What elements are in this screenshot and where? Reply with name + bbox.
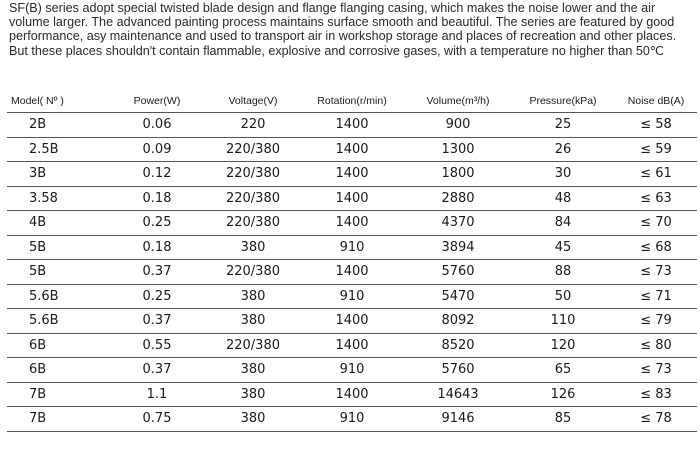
noise-cell: ≤ 70 (615, 211, 697, 236)
table-row (7, 333, 697, 358)
power-cell: 0.09 (107, 137, 207, 162)
voltage-cell: 380 (207, 382, 299, 407)
header-power: Power(W) (107, 90, 207, 113)
noise-cell: ≤ 80 (615, 333, 697, 358)
model-cell: 5.6B (7, 309, 107, 334)
pressure-cell: 25 (511, 113, 615, 138)
header-voltage: Voltage(V) (207, 90, 299, 113)
table-row (7, 186, 697, 211)
voltage-cell: 220/380 (207, 333, 299, 358)
rotation-cell: 1400 (299, 162, 405, 187)
power-cell: 0.37 (107, 358, 207, 383)
power-cell: 0.06 (107, 113, 207, 138)
rotation-cell: 910 (299, 407, 405, 432)
model-cell: 3B (7, 162, 107, 187)
voltage-cell: 380 (207, 284, 299, 309)
noise-cell: ≤ 78 (615, 407, 697, 432)
voltage-cell: 220/380 (207, 211, 299, 236)
pressure-cell: 48 (511, 186, 615, 211)
volume-cell: 14643 (405, 382, 511, 407)
power-cell: 0.12 (107, 162, 207, 187)
noise-cell: ≤ 83 (615, 382, 697, 407)
table-row (7, 309, 697, 334)
noise-cell: ≤ 73 (615, 260, 697, 285)
power-cell: 0.37 (107, 260, 207, 285)
noise-cell: ≤ 68 (615, 235, 697, 260)
voltage-cell: 220/380 (207, 162, 299, 187)
volume-cell: 8520 (405, 333, 511, 358)
voltage-cell: 380 (207, 235, 299, 260)
pressure-cell: 50 (511, 284, 615, 309)
rotation-cell: 1400 (299, 260, 405, 285)
pressure-cell: 126 (511, 382, 615, 407)
pressure-cell: 110 (511, 309, 615, 334)
model-cell: 2B (7, 113, 107, 138)
product-description: SF(B) series adopt special twisted blade design and flange flanging casing, which makes the noise lower and the air volume larger. The advanced painting process maintains surface smooth and beautiful. The series are featured by good performance, asy maintenance and used to transport air in workshop storage and places of recreation and other places. But these places shouldn't contain flammable, explosive and corrosive gases, with a temperature no higher than 50℃ (9, 1, 677, 58)
table-row (7, 211, 697, 236)
model-cell: 6B (7, 358, 107, 383)
noise-cell: ≤ 59 (615, 137, 697, 162)
rotation-cell: 1400 (299, 113, 405, 138)
table-row (7, 358, 697, 383)
table-row (7, 162, 697, 187)
table-row (7, 137, 697, 162)
table-row (7, 407, 697, 432)
voltage-cell: 220/380 (207, 137, 299, 162)
model-cell: 5.6B (7, 284, 107, 309)
power-cell: 0.18 (107, 186, 207, 211)
header-volume: Volume(m³/h) (405, 90, 511, 113)
noise-cell: ≤ 58 (615, 113, 697, 138)
voltage-cell: 380 (207, 309, 299, 334)
noise-cell: ≤ 79 (615, 309, 697, 334)
pressure-cell: 85 (511, 407, 615, 432)
rotation-cell: 910 (299, 284, 405, 309)
voltage-cell: 220/380 (207, 260, 299, 285)
volume-cell: 1300 (405, 137, 511, 162)
model-cell: 7B (7, 382, 107, 407)
pressure-cell: 120 (511, 333, 615, 358)
model-cell: 5B (7, 235, 107, 260)
voltage-cell: 380 (207, 358, 299, 383)
voltage-cell: 220/380 (207, 186, 299, 211)
model-cell: 2.5B (7, 137, 107, 162)
noise-cell: ≤ 63 (615, 186, 697, 211)
noise-cell: ≤ 71 (615, 284, 697, 309)
volume-cell: 5470 (405, 284, 511, 309)
rotation-cell: 1400 (299, 137, 405, 162)
volume-cell: 5760 (405, 260, 511, 285)
power-cell: 0.25 (107, 284, 207, 309)
table-row (7, 260, 697, 285)
volume-cell: 900 (405, 113, 511, 138)
header-noise: Noise dB(A) (615, 90, 697, 113)
header-model: Model( Nº ) (7, 90, 107, 113)
table-row (7, 113, 697, 138)
spec-table-body (7, 113, 697, 432)
power-cell: 0.55 (107, 333, 207, 358)
voltage-cell: 220 (207, 113, 299, 138)
volume-cell: 5760 (405, 358, 511, 383)
model-cell: 6B (7, 333, 107, 358)
volume-cell: 1800 (405, 162, 511, 187)
pressure-cell: 84 (511, 211, 615, 236)
table-row (7, 284, 697, 309)
table-header-row (7, 90, 697, 113)
voltage-cell: 380 (207, 407, 299, 432)
pressure-cell: 65 (511, 358, 615, 383)
rotation-cell: 1400 (299, 186, 405, 211)
header-pressure: Pressure(kPa) (511, 90, 615, 113)
rotation-cell: 910 (299, 235, 405, 260)
power-cell: 0.25 (107, 211, 207, 236)
power-cell: 0.18 (107, 235, 207, 260)
model-cell: 4B (7, 211, 107, 236)
model-cell: 3.58 (7, 186, 107, 211)
rotation-cell: 1400 (299, 309, 405, 334)
pressure-cell: 45 (511, 235, 615, 260)
volume-cell: 9146 (405, 407, 511, 432)
table-row (7, 382, 697, 407)
power-cell: 0.37 (107, 309, 207, 334)
model-cell: 7B (7, 407, 107, 432)
rotation-cell: 910 (299, 358, 405, 383)
volume-cell: 4370 (405, 211, 511, 236)
noise-cell: ≤ 73 (615, 358, 697, 383)
volume-cell: 3894 (405, 235, 511, 260)
table-row (7, 235, 697, 260)
pressure-cell: 88 (511, 260, 615, 285)
noise-cell: ≤ 61 (615, 162, 697, 187)
header-rotation: Rotation(r/min) (299, 90, 405, 113)
pressure-cell: 30 (511, 162, 615, 187)
volume-cell: 2880 (405, 186, 511, 211)
spec-table (7, 90, 697, 432)
model-cell: 5B (7, 260, 107, 285)
rotation-cell: 1400 (299, 211, 405, 236)
rotation-cell: 1400 (299, 333, 405, 358)
volume-cell: 8092 (405, 309, 511, 334)
power-cell: 0.75 (107, 407, 207, 432)
pressure-cell: 26 (511, 137, 615, 162)
rotation-cell: 1400 (299, 382, 405, 407)
power-cell: 1.1 (107, 382, 207, 407)
